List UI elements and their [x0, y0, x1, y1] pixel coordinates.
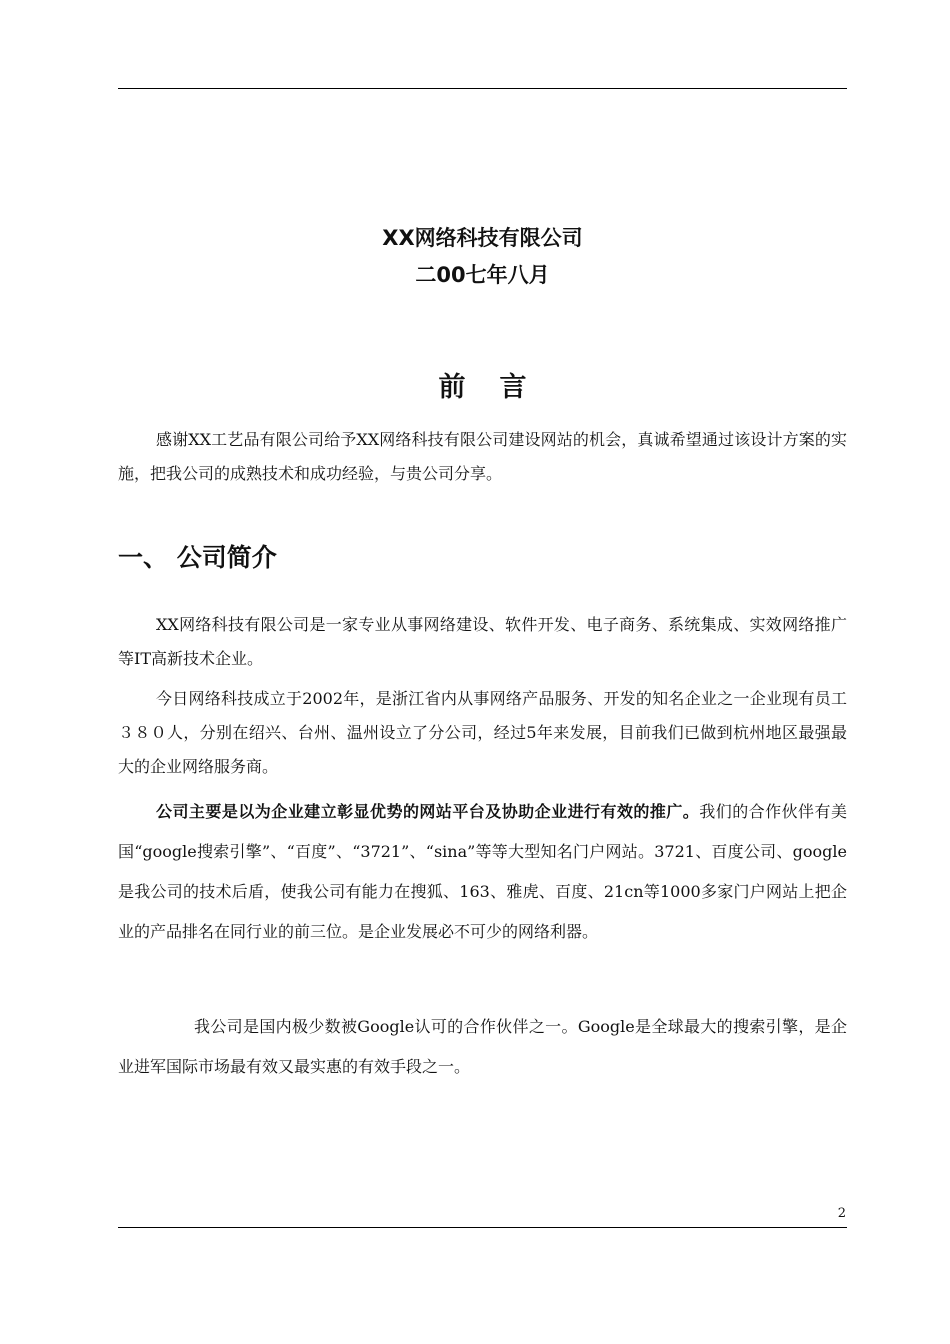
intro-paragraph-3 — [118, 792, 847, 952]
cover-company-name: XX网络科技有限公司 — [382, 226, 583, 250]
intro-paragraph-3-rest: 我们的合作伙伴有美国“google搜索引擎”、“百度”、“3721”、“sina”等等大型知名门户网站。3721、百度公司、google是我公司的技术后盾，使我公司有能力在搜狐、163、雅虎、百度、21cn等1000多家门户网站上把企业的产品排名在同行业的前三位。是企业发展必不可少的网络利器。 — [118, 802, 847, 941]
intro-paragraph-4: 我公司是国内极少数被Google认可的合作伙伴之一。Google是全球最大的搜索引擎，是企业进军国际市场最有效又最实惠的有效手段之一。 — [118, 1017, 847, 1076]
intro-paragraph-3-bold-lead: 公司主要是以为企业建立彰显优势的网站平台及协助企业进行有效的推广。 — [156, 802, 700, 821]
intro-paragraph-1: XX网络科技有限公司是一家专业从事网络建设、软件开发、电子商务、系统集成、实效网络推广等IT高新技术企业。 — [118, 615, 847, 668]
footer-rule — [118, 1227, 847, 1228]
cover-date: 二00七年八月 — [415, 263, 550, 287]
preface-title: 前言 — [438, 372, 561, 403]
intro-paragraph-2: 今日网络科技成立于2002年，是浙江省内从事网络产品服务、开发的知名企业之一企业现有员工３８０人，分别在绍兴、台州、温州设立了分公司，经过5年来发展，目前我们已做到杭州地区最强最大的企业网络服务商。 — [118, 689, 847, 776]
preface-paragraph: 感谢XX工艺品有限公司给予XX网络科技有限公司建设网站的机会，真诚希望通过该设计方案的实施，把我公司的成熟技术和成功经验，与贵公司分享。 — [118, 430, 847, 483]
header-rule — [118, 88, 847, 89]
section-heading-company-intro: 一、 公司简介 — [118, 543, 277, 572]
page-number: 2 — [837, 1206, 846, 1221]
